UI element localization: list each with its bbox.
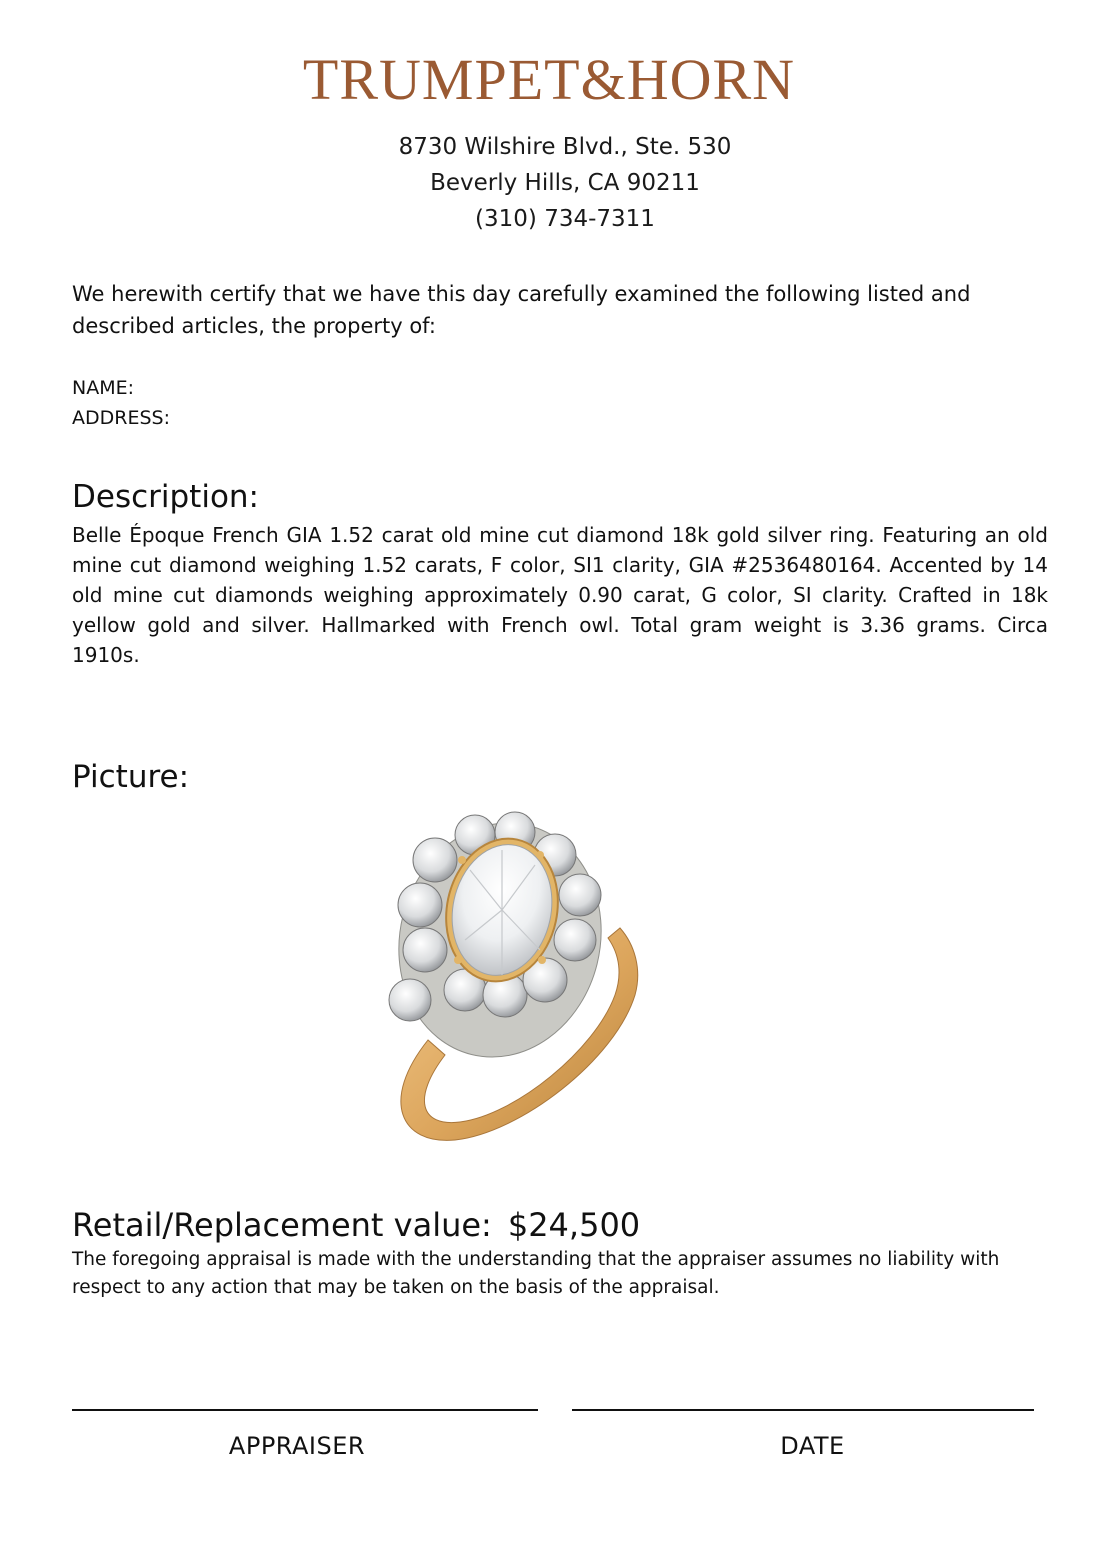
ring-photo bbox=[350, 810, 670, 1160]
address-line-2: Beverly Hills, CA 90211 bbox=[430, 170, 700, 196]
date-signature-line bbox=[572, 1409, 1034, 1411]
address-line-1: 8730 Wilshire Blvd., Ste. 530 bbox=[398, 134, 732, 160]
owner-fields bbox=[72, 373, 170, 433]
picture-heading: Picture: bbox=[72, 759, 190, 795]
company-address-block bbox=[0, 129, 1098, 237]
ring-setting bbox=[374, 810, 625, 1079]
appraiser-signature-line bbox=[72, 1409, 538, 1411]
retail-value-amount: $24,500 bbox=[507, 1206, 641, 1244]
description-heading: Description: bbox=[72, 479, 259, 515]
certification-statement: We herewith certify that we have this day carefully examined the following listed and described articles, the property of: bbox=[72, 282, 971, 338]
retail-value bbox=[72, 1204, 640, 1246]
address-label: ADDRESS: bbox=[72, 407, 170, 429]
description-text: Belle Époque French GIA 1.52 carat old mine cut diamond 18k gold silver ring. Featuring an old mine cut diamond weighing 1.52 carats, F color, SI1 clarity, GIA #2536480164. Accented by 14 old mine cut diamonds weighing approximately 0.90 carat, G color, SI clarity. Crafted in 18k yellow gold and silver. Hallmarked with French owl. Total gram weight is 3.36 grams. Circa 1910s. bbox=[72, 523, 1048, 667]
appraisal-disclaimer: The foregoing appraisal is made with the understanding that the appraiser assumes no liability with respect to any action that may be taken on the basis of the appraisal. bbox=[72, 1249, 1000, 1298]
date-label: DATE bbox=[780, 1432, 845, 1460]
name-label: NAME: bbox=[72, 377, 135, 399]
retail-value-label: Retail/Replacement value: bbox=[72, 1206, 492, 1244]
company-logo: TRUMPET&HORN bbox=[302, 47, 796, 112]
appraiser-label: APPRAISER bbox=[228, 1432, 366, 1460]
phone-number: (310) 734-7311 bbox=[475, 206, 655, 232]
